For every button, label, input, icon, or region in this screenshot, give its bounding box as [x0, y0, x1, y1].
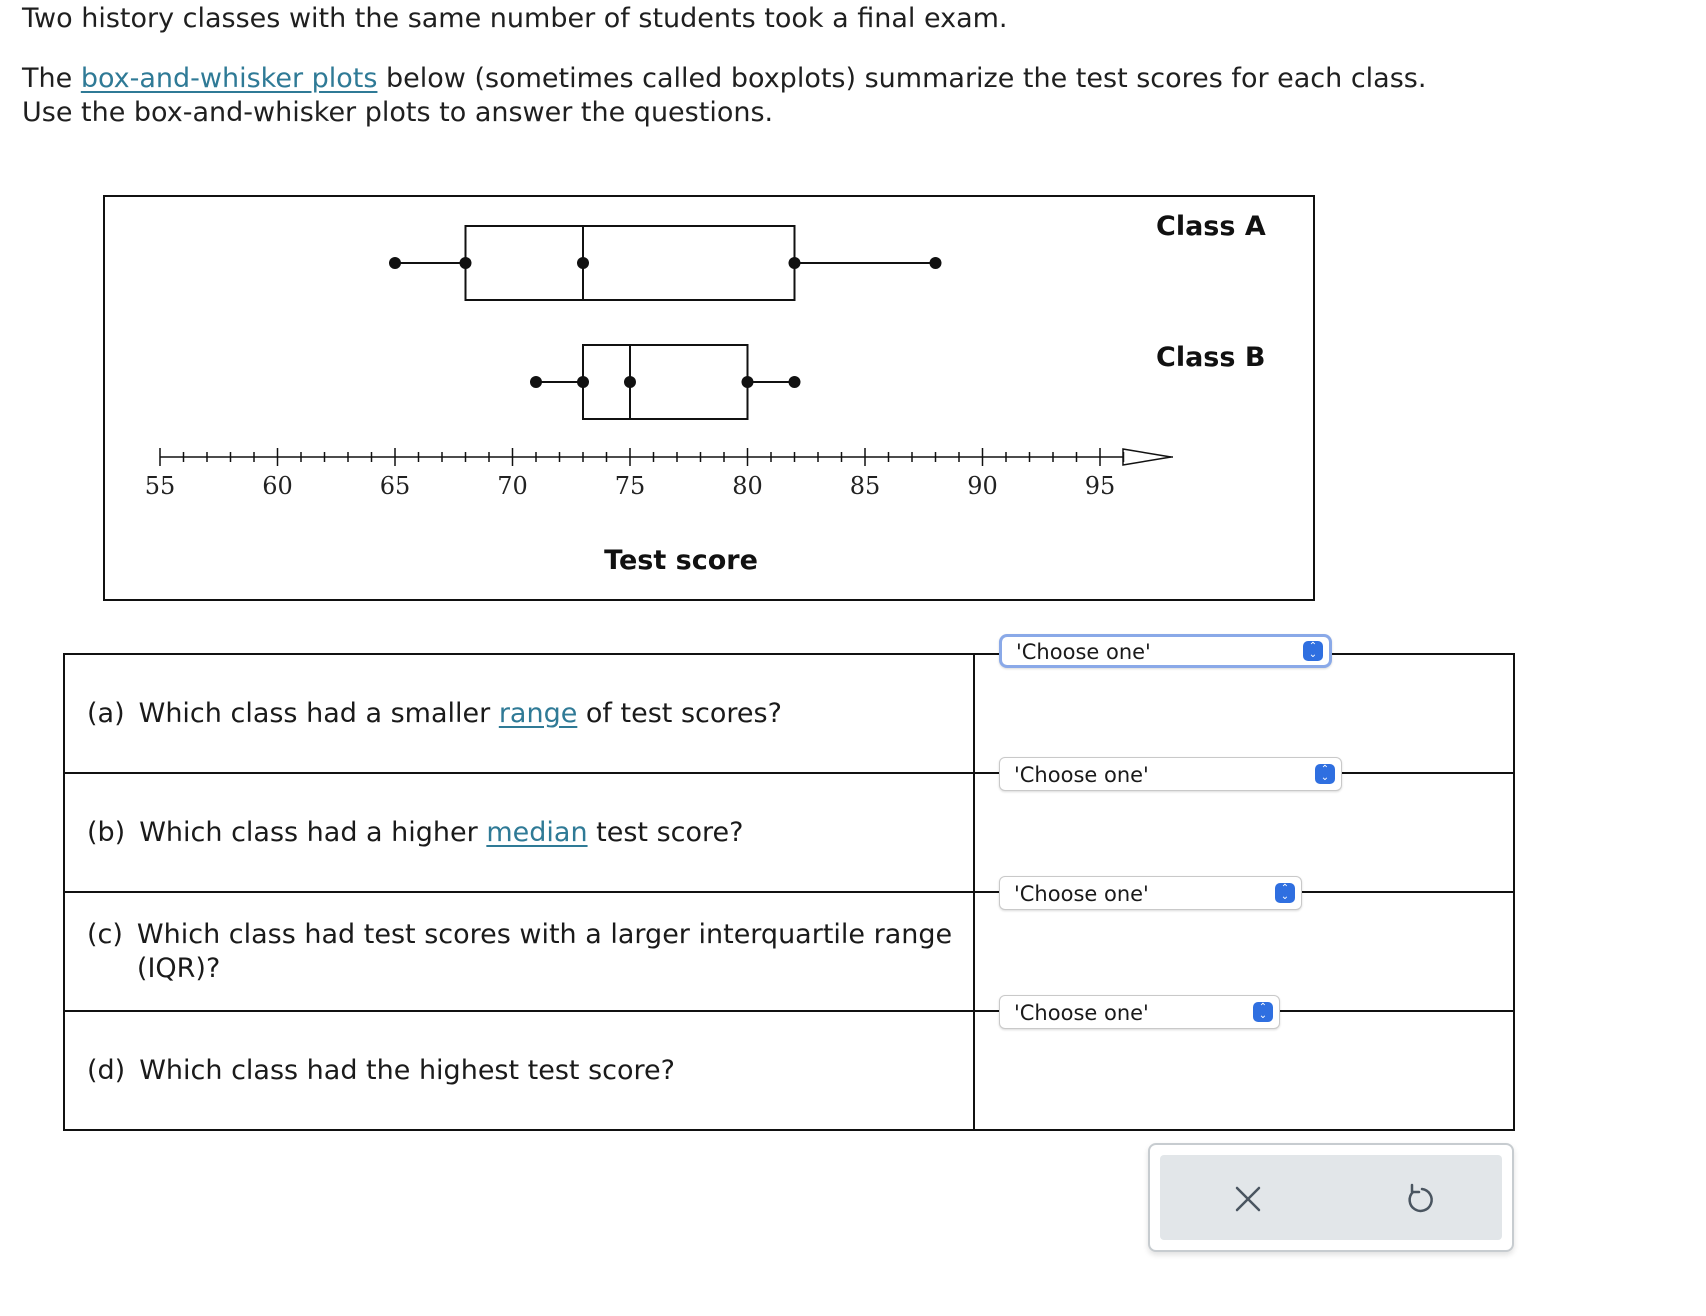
- question-text-post: of test scores?: [577, 697, 782, 729]
- class-a-label: Class A: [1156, 211, 1266, 242]
- undo-icon: [1400, 1179, 1440, 1219]
- answer-select-b[interactable]: [999, 757, 1342, 791]
- x-tick-label: 75: [614, 472, 646, 500]
- x-tick-label: 70: [497, 472, 528, 500]
- question-row: [64, 654, 1514, 773]
- q1-point: [460, 257, 472, 269]
- answer-cell: [974, 882, 1514, 1011]
- median-link[interactable]: median: [486, 816, 588, 848]
- question-letter: (b): [87, 816, 126, 848]
- select-arrows-icon: ⌃ ⌄: [1303, 641, 1323, 661]
- question-text-pre: Which class had a smaller: [138, 697, 499, 729]
- select-arrows-icon: ⌃ ⌄: [1275, 883, 1295, 903]
- close-icon: [1228, 1179, 1268, 1219]
- select-value: 'Choose one': [1014, 763, 1149, 787]
- intro-line-3: [22, 96, 773, 130]
- select-arrows-icon: ⌃ ⌄: [1315, 764, 1335, 784]
- question-text: Which class had test scores with a larger interquartile range (IQR)?: [136, 918, 953, 984]
- x-tick-label: 80: [732, 472, 763, 500]
- min-point: [530, 376, 542, 388]
- x-tick-label: 90: [967, 472, 998, 500]
- question-text: [139, 697, 953, 731]
- intro-text-2-post: below (sometimes called boxplots) summarize the test scores for each class.: [377, 63, 1427, 94]
- median-point: [577, 257, 589, 269]
- plot-frame: [104, 196, 1314, 600]
- question-table: [63, 640, 1515, 1131]
- question-text: Which class had the highest test score?: [139, 1054, 675, 1086]
- intro-text-3: Use the box-and-whisker plots to answer the questions.: [22, 97, 774, 128]
- median-point: [624, 376, 636, 388]
- q3-point: [742, 376, 754, 388]
- x-tick-label: 95: [1084, 472, 1116, 500]
- class-b-label: Class B: [1156, 342, 1266, 373]
- x-tick-label: 60: [262, 472, 293, 500]
- question-row: [64, 1011, 1514, 1130]
- answer-select-d[interactable]: [999, 995, 1280, 1029]
- select-value: 'Choose one': [1014, 882, 1149, 906]
- question-text-post: test score?: [587, 816, 744, 848]
- question-letter: (c): [87, 918, 123, 950]
- action-panel: [1148, 1143, 1514, 1252]
- intro-line-1: [22, 2, 1008, 36]
- select-value: 'Choose one': [1016, 640, 1151, 664]
- question-cell: [64, 773, 974, 892]
- question-cell: [64, 892, 974, 1011]
- question-cell: [64, 654, 974, 773]
- answer-select-c[interactable]: [999, 876, 1302, 910]
- intro-text-1: Two history classes with the same number of students took a final exam.: [22, 3, 1008, 34]
- question-row: [64, 892, 1514, 1011]
- question-text-pre: Which class had a higher: [139, 816, 487, 848]
- max-point: [930, 257, 942, 269]
- range-link[interactable]: range: [498, 697, 578, 729]
- answer-select-a[interactable]: [999, 634, 1332, 668]
- min-point: [389, 257, 401, 269]
- answer-cell: [974, 640, 1514, 773]
- q3-point: [789, 257, 801, 269]
- intro-text-2-pre: The: [22, 63, 81, 94]
- select-value: 'Choose one': [1014, 1001, 1149, 1025]
- boxplot-figure: [103, 195, 1315, 601]
- x-tick-label: 85: [849, 472, 881, 500]
- question-text: [139, 816, 953, 850]
- x-tick-label: 65: [379, 472, 411, 500]
- answer-cell: [974, 763, 1514, 892]
- q1-point: [577, 376, 589, 388]
- intro-line-2: [22, 62, 1426, 96]
- boxplot-svg: [103, 195, 1315, 601]
- question-row: [64, 773, 1514, 892]
- x-tick-label: 55: [144, 472, 176, 500]
- question-letter: (a): [87, 697, 125, 729]
- question-letter: (d): [87, 1054, 126, 1086]
- max-point: [789, 376, 801, 388]
- boxplot-link[interactable]: box-and-whisker plots: [80, 63, 378, 94]
- answer-cell: [974, 1001, 1514, 1130]
- action-bar: [1160, 1155, 1502, 1240]
- x-axis-title: Test score: [604, 545, 758, 576]
- question-cell: [64, 1011, 974, 1130]
- undo-button[interactable]: [1400, 1179, 1440, 1219]
- select-arrows-icon: ⌃ ⌄: [1253, 1002, 1273, 1022]
- clear-button[interactable]: [1228, 1179, 1268, 1219]
